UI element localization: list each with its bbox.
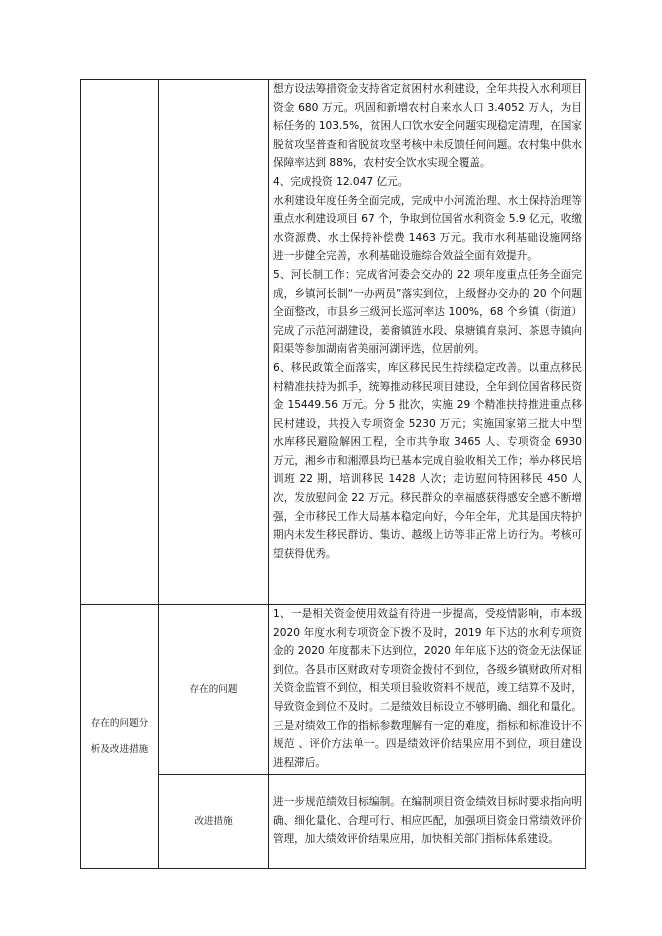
problems-text-cell <box>269 605 586 775</box>
paragraph: 5、河长制工作：完成省河委会交办的 22 项年度重点任务全面完成，乡镇河长制“一办两员”落实到位，上级督办交办的 20 个问题全面整改，市县乡三级河长巡河率达 100%，68 个乡镇（街道）完成了示范河湖建设，姜畲镇涟水段、泉塘镇育泉河、茶恩寺镇向阳渠等参加湖南省美丽河湖评选，位居前列。 <box>273 268 582 356</box>
measures-text-cell <box>269 775 586 869</box>
paragraph: 6、移民政策全面落实，库区移民民生持续稳定改善。以重点移民村精准扶持为抓手，统筹推动移民项目建设，全年到位国省移民资金 15449.56 万元。分 5 批次，实施 29 个精准扶持推进重点移民村建设，共投入专项资金 5230 万元；实施国家第三批大中型水库移民避险解困工程，全市共争取 3465 人、专项资金 6930 万元，湘乡市和湘潭县均已基本完成自验收相关工作；举办移民培训班 22 期，培训移民 1428 人次；走访慰问特困移民 450 人次，发放慰问金 22 万元。移民群众的幸福感获得感安全感不断增强，全市移民工作大局基本稳定向好，今年全年，尤其是国庆特护期内未发生移民群访、集访、越级上访等非正常上访行为。考核可望获得优秀。 <box>273 361 582 560</box>
measures-label-cell <box>159 775 269 869</box>
continued-row <box>81 80 586 605</box>
measures-text: 进一步规范绩效目标编制。在编制项目资金绩效目标时要求指向明确、细化量化、合理可行、相应匹配，加强项目资金日常绩效评价管理，加大绩效评价结果应用，加快相关部门指标体系建设。 <box>273 795 582 846</box>
achievements-cell <box>269 80 586 605</box>
problems-row <box>81 605 586 775</box>
evaluation-table <box>80 79 586 869</box>
measures-label: 改进措施 <box>194 815 233 827</box>
paragraph: 想方设法筹措资金支持省定贫困村水利建设，全年共投入水利项目资金 680 万元。巩固和新增农村自来水人口 3.4052 万人，为目标任务的 103.5%，贫困人口饮水安全问题实现稳定清理，在国家脱贫攻坚普查和省脱贫攻坚考核中未反馈任何问题。农村集中供水保障率达到 88%，农村安全饮水实现全覆盖。 <box>273 83 582 170</box>
section-label-cell <box>81 605 159 869</box>
empty-sublabel-cell <box>159 80 269 605</box>
problems-label-cell <box>159 605 269 775</box>
section-label-line: 存在的问题分 <box>90 717 149 729</box>
paragraph: 4、完成投资 12.047 亿元。 <box>273 175 409 188</box>
section-label-line: 析及改进措施 <box>90 743 149 755</box>
problems-text: 1、一是相关资金使用效益有待进一步提高，受疫情影响，市本级 2020 年度水利专项资金下拨不及时，2019 年下达的水利专项资金的 2020 年度都未下达到位，2020 年年底下达的资金无法保证到位。各县市区财政对专项资金拨付不到位，各级乡镇财政所对相关资金监管不到位，相关项目验收资料不规范，竣工结算不及时，导致资金到位不及时。二是绩效目标设立不够明确、细化和量化。三是对绩效工作的指标参数理解有一定的难度，指标和标准设计不规范 、评价方法单一。四是绩效评价结果应用不到位，项目建设进程滞后。 <box>273 608 582 769</box>
paragraph: 水利建设年度任务全面完成，完成中小河流治理、水土保持治理等重点水利建设项目 67 个，争取到位国省水利资金 5.9 亿元，收缴水资源费、水土保持补偿费 1463 万元。我市水利基础设施网络进一步健全完善，水利基础设施综合效益全面有效提升。 <box>273 194 582 263</box>
empty-label-cell <box>81 80 159 605</box>
problems-label: 存在的问题 <box>189 683 238 695</box>
